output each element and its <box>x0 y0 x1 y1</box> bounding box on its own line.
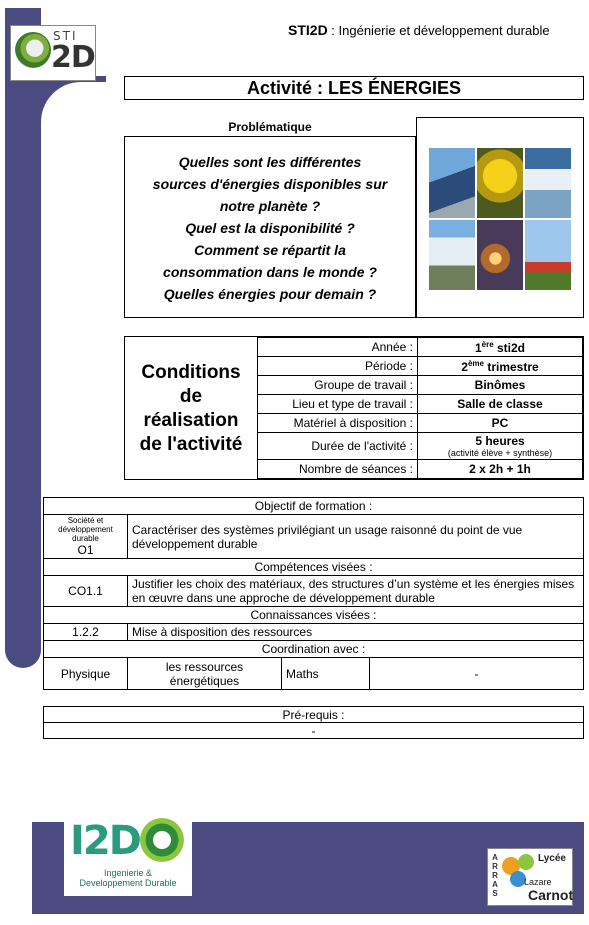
competences-header: Compétences visées : <box>44 559 584 576</box>
table-row <box>258 338 583 357</box>
table-row <box>258 433 583 460</box>
table-row <box>44 607 584 624</box>
geyser-image <box>429 220 475 290</box>
wind-turbine-image <box>525 220 571 290</box>
cond-label: Groupe de travail : <box>258 376 418 395</box>
table-row <box>44 624 584 641</box>
i2d-subtitle-line: Ingenierie & <box>103 868 153 878</box>
connaissance-code: 1.2.2 <box>44 624 128 641</box>
connaissance-text: Mise à disposition des ressources <box>128 624 584 641</box>
prerequis-header: Pré-requis : <box>44 707 584 723</box>
prob-line: Quelles énergies pour demain ? <box>163 286 377 302</box>
table-row <box>44 559 584 576</box>
formation-header: Objectif de formation : <box>44 498 584 515</box>
activity-title: Activité : LES ÉNERGIES <box>124 76 584 100</box>
prob-line: sources d'énergies disponibles sur <box>152 176 388 192</box>
cond-title-line: de l'activité <box>139 434 243 455</box>
table-row <box>258 376 583 395</box>
table-row <box>258 357 583 376</box>
formation-code-small: Société et développement durable <box>58 516 113 543</box>
coord-subject-1: Physique <box>44 658 128 690</box>
sti2d-logo-ring-icon <box>15 32 51 68</box>
table-row <box>258 395 583 414</box>
table-row <box>44 658 584 690</box>
cond-label: Matériel à disposition : <box>258 414 418 433</box>
header-title <box>288 22 550 38</box>
cond-value: 5 heures (activité élève + synthèse) <box>418 433 583 460</box>
coord-topic-1: les ressources énergétiques <box>128 658 282 690</box>
green-circle-icon <box>518 854 534 870</box>
prob-line: Quel est la disponibilité ? <box>185 220 355 236</box>
cond-value: Binômes <box>418 376 583 395</box>
header-title-bold: STI2D <box>288 22 328 38</box>
prerequis-table <box>43 706 584 739</box>
cond-value: PC <box>418 414 583 433</box>
cond-label: Année : <box>258 338 418 357</box>
i2d-logo <box>64 812 192 896</box>
fuel-rod-image <box>477 220 523 290</box>
lycee-name-2: Carnot <box>528 887 574 903</box>
i2d-subtitle-line: Developpement Durable <box>79 878 177 888</box>
table-row <box>44 515 584 559</box>
cond-title-line: Conditions <box>141 362 241 383</box>
prob-line: Comment se répartit la <box>194 242 346 258</box>
cond-value: 2 x 2h + 1h <box>418 460 583 479</box>
competence-text: Justifier les choix des matériaux, des structures d’un système et les énergies mises en œuvre dans une approche de développement durable <box>128 576 584 607</box>
competence-code: CO1.1 <box>44 576 128 607</box>
table-row <box>258 460 583 479</box>
coordination-header: Coordination avec : <box>44 641 584 658</box>
i2d-logo-text: I2D <box>70 818 140 864</box>
formation-code-cell <box>44 515 128 559</box>
sti2d-logo <box>10 25 96 81</box>
cond-value: 1ère sti2d <box>418 338 583 357</box>
cond-title-line: réalisation <box>143 410 239 431</box>
energy-images-collage <box>416 117 584 318</box>
cond-label: Durée de l'activité : <box>258 433 418 460</box>
cond-note: (activité élève + synthèse) <box>447 448 553 458</box>
prerequis-value: - <box>44 723 584 739</box>
objectives-table <box>43 497 584 690</box>
cond-label: Lieu et type de travail : <box>258 395 418 414</box>
table-row <box>44 576 584 607</box>
conditions-block <box>124 336 584 480</box>
formation-code: O1 <box>77 543 94 557</box>
conditions-title <box>125 337 257 479</box>
cond-title-line: de <box>179 386 203 407</box>
problematique-text <box>124 136 416 318</box>
prob-line: consommation dans le monde ? <box>163 264 377 280</box>
connaissances-header: Connaissances visées : <box>44 607 584 624</box>
conditions-table <box>257 337 583 479</box>
lycee-carnot-logo <box>487 848 573 906</box>
lycee-name-1: Lazare <box>524 877 552 887</box>
lycee-word: Lycée <box>538 853 566 864</box>
solar-panel-image <box>429 148 475 218</box>
rapeseed-flower-image <box>477 148 523 218</box>
prob-line: Quelles sont les différentes <box>178 154 362 170</box>
table-row <box>44 723 584 739</box>
i2d-subtitle <box>64 868 192 888</box>
prob-line: notre planète ? <box>219 198 321 214</box>
table-row <box>44 641 584 658</box>
waves-image <box>525 148 571 218</box>
table-row <box>258 414 583 433</box>
table-row <box>44 707 584 723</box>
cond-value: Salle de classe <box>418 395 583 414</box>
formation-text: Caractériser des systèmes privilégiant un usage raisonné du point de vue développement durable <box>128 515 584 559</box>
coord-topic-2: - <box>370 658 584 690</box>
band-curve <box>41 82 121 162</box>
table-row <box>44 498 584 515</box>
cond-value: 2ème trimestre <box>418 357 583 376</box>
cond-label: Période : <box>258 357 418 376</box>
cond-label: Nombre de séances : <box>258 460 418 479</box>
logo-sti-text: STI <box>53 29 78 43</box>
i2d-leaf-gear-icon <box>140 818 184 862</box>
coord-subject-2: Maths <box>282 658 370 690</box>
header-title-rest: : Ingénierie et développement durable <box>327 23 550 38</box>
problematique-label: Problématique <box>124 117 416 137</box>
arras-vertical-text: A R R A S <box>492 853 498 898</box>
logo-2d-text: 2D <box>51 40 95 75</box>
